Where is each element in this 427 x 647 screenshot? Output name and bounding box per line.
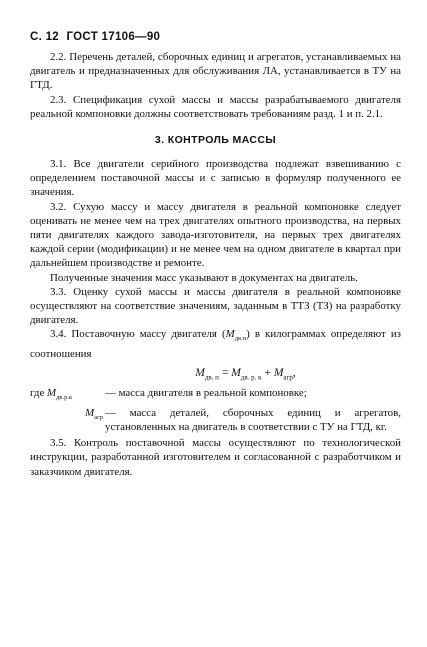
- paragraph-3-4-text-before: 3.4. Поставочную массу двигателя (: [50, 328, 226, 341]
- formula-plus: +: [261, 367, 274, 380]
- paragraph-results-note: Полученные значения масс указывают в документах на двигатель.: [50, 271, 358, 284]
- formula-term-2: M: [273, 367, 284, 380]
- formula-term-1: M: [231, 367, 241, 380]
- definition-symbol: M: [47, 387, 57, 400]
- paragraph-2-2: 2.2. Перечень деталей, сборочных единиц и агрегатов, устанавливаемых на двигатель и предназначенных для обслуживания ЛА, устанавливается в ТУ на ГТД.: [30, 51, 401, 92]
- standard-code: ГОСТ 17106—90: [66, 31, 161, 43]
- paragraph-3-3: 3.3. Оценку сухой массы и массы двигателя в реальной компоновке осуществляют на соответствие значениям, заданным в ТТЗ (ТЗ) на разработку двигателя.: [30, 285, 401, 327]
- page-number: С. 12: [30, 31, 59, 43]
- definition-text: — масса деталей, сборочных единиц и агрегатов, установленных на двигатель в соответствии с ТУ на ГТД, кг.: [105, 406, 401, 433]
- paragraph-3-2: 3.2. Сухую массу и массу двигателя в реальной компоновке следует оценивать не менее чем на трех двигателях опытного производства, на первых пяти двигателях каждого завода-изготовителя, на первых трех двигателях каждой серии (модификации) и не менее чем на одном двигателе в квартал при дальнейшем производстве и ремонте.: [30, 200, 401, 270]
- definition-lead: [30, 386, 105, 405]
- formula-definitions: [30, 386, 401, 434]
- definition-lead: [30, 406, 105, 434]
- definition-symbol-subscript: агр: [94, 413, 103, 421]
- formula-term-2-subscript: агр: [283, 373, 293, 382]
- formula-term-1-subscript: дв. р. к: [240, 373, 262, 382]
- formula-lhs: M: [195, 367, 205, 380]
- definition-row: [30, 386, 401, 405]
- definition-text: — масса двигателя в реальной компоновке;: [105, 387, 307, 400]
- page-header: [30, 31, 401, 43]
- definition-where: где: [30, 387, 45, 400]
- paragraph-2-3: 2.3. Спецификация сухой массы и массы разрабатываемого двигателя реальной компоновки должны соответствовать требованиям разд. 1 и п. 2.1.: [30, 93, 401, 120]
- formula-end: ,: [292, 367, 296, 380]
- definition-symbol-subscript: дв.р.к: [56, 394, 73, 402]
- mass-symbol-subscript: дв.п: [234, 335, 247, 343]
- paragraph-3-4: [30, 327, 401, 361]
- definition-row: [30, 406, 401, 434]
- paragraph-3-5: 3.5. Контроль поставочной массы осуществляют по технологической инструкции, разработанной изготовителем и согласованной с разработчиком и заказчиком двигателя.: [30, 437, 401, 478]
- paragraph-3-4-text-after: ) в килограммах определяют из соотношения: [30, 328, 401, 360]
- mass-formula: [30, 367, 401, 381]
- mass-symbol: M: [225, 328, 235, 341]
- formula-lhs-subscript: дв. п: [204, 373, 219, 382]
- formula-equals: =: [218, 367, 232, 380]
- paragraph-3-1: 3.1. Все двигатели серийного производства подлежат взвешиванию с определением поставочной массы и с записью в формуляр полученного ее значения.: [30, 158, 401, 199]
- definition-symbol: M: [85, 406, 95, 419]
- section-title: 3. КОНТРОЛЬ МАССЫ: [154, 134, 277, 147]
